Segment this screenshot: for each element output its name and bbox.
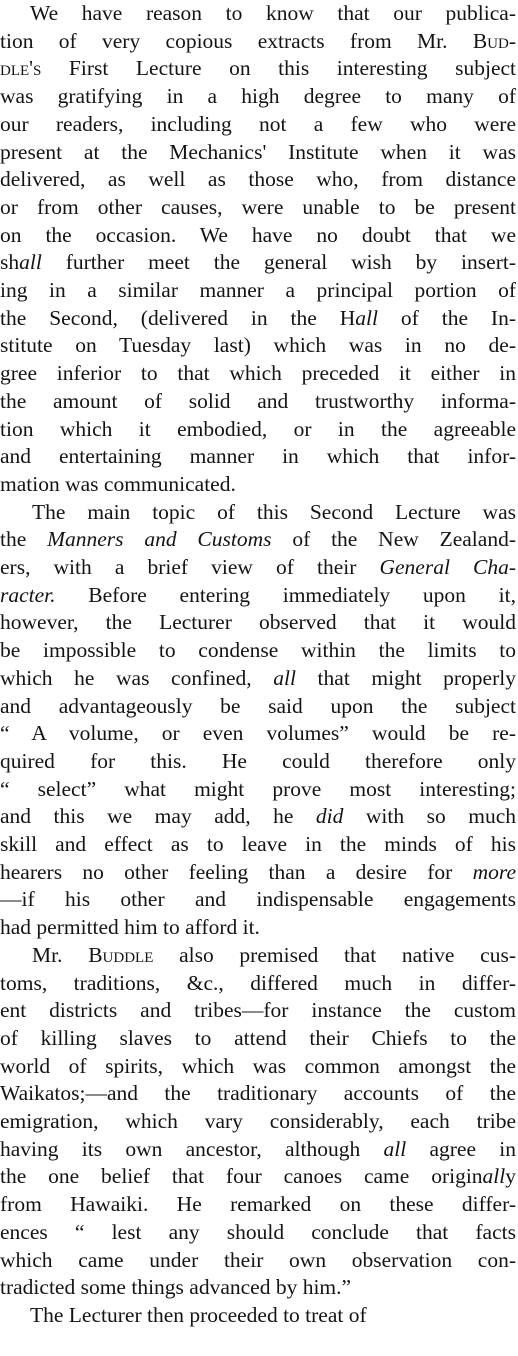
text-line: quired for this. He could therefore only	[0, 748, 516, 773]
text-line: racter. Before entering immediately upon it,	[0, 582, 516, 607]
text-line: and entertaining manner in which that infor-	[0, 444, 516, 469]
text-line: skill and effect as to leave in the minds of his	[0, 832, 516, 856]
text-line: tion of very copious extracts from Mr. Bud-	[0, 28, 516, 53]
text-line: ers, with a brief view of their General Cha-	[0, 555, 517, 579]
text-line: “ A volume, or even volumes” would be re-	[0, 721, 516, 746]
text-line: the amount of solid and trustworthy informa-	[0, 388, 516, 413]
text-line: emigration, which vary considerably, each tribe	[0, 1109, 516, 1133]
text-line: toms, traditions, &c., differed much in differ-	[0, 970, 516, 995]
text-line: —if his other and indispensable engagements	[0, 887, 516, 912]
text-line: stitute on Tuesday last) which was in no de-	[0, 333, 516, 358]
text-line: the Second, (delivered in the Hall of the In-	[0, 305, 516, 330]
text-line: or from other causes, were unable to be present	[0, 194, 516, 219]
text-line: ing in a similar manner a principal portion of	[0, 278, 516, 302]
text-line: Waikatos;—and the traditionary accounts of the	[0, 1081, 516, 1106]
text-line: from Hawaiki. He remarked on these differ-	[0, 1192, 516, 1217]
text-line: The Lecturer then proceeded to treat of	[30, 1302, 367, 1327]
text-line: delivered, as well as those who, from distance	[0, 167, 516, 192]
text-line: was gratifying in a high degree to many of	[0, 84, 516, 109]
text-line: and this we may add, he did with so much	[0, 804, 516, 829]
text-line: world of spirits, which was common amongst the	[0, 1053, 516, 1078]
text-line: present at the Mechanics' Institute when it was	[0, 139, 516, 164]
text-line: We have reason to know that our publica-	[30, 1, 516, 25]
text-line: of killing slaves to attend their Chiefs to the	[0, 1025, 516, 1050]
text-line: and advantageously be said upon the subject	[0, 693, 516, 718]
text-line: which came under their own observation con-	[0, 1247, 516, 1272]
text-line: “ select” what might prove most interesting;	[0, 776, 516, 801]
text-line: the one belief that four canoes came originally	[0, 1164, 516, 1189]
text-line: having its own ancestor, although all agree in	[0, 1136, 516, 1161]
text-line: on the occasion. We have no doubt that we	[0, 222, 516, 247]
text-line: ent districts and tribes—for instance the custom	[0, 998, 516, 1023]
text-line: our readers, including not a few who were	[0, 111, 516, 136]
text-line: ences “ lest any should conclude that facts	[0, 1219, 516, 1244]
text-line: hearers no other feeling than a desire for more	[0, 859, 516, 884]
text-line: however, the Lecturer observed that it would	[0, 610, 516, 635]
text-line: Mr. Buddle also premised that native cus-	[32, 942, 516, 967]
text-line: The main topic of this Second Lecture was	[32, 499, 516, 524]
text-line: shall further meet the general wish by insert-	[0, 250, 516, 275]
text-line: had permitted him to afford it.	[0, 915, 260, 940]
text-line: be impossible to condense within the limits to	[0, 638, 516, 663]
text-line: tion which it embodied, or in the agreeable	[0, 416, 516, 441]
text-line: tradicted some things advanced by him.”	[0, 1275, 352, 1300]
text-line: the Manners and Customs of the New Zealand-	[0, 527, 516, 552]
text-line: gree inferior to that which preceded it either in	[0, 361, 516, 386]
text-line: mation was communicated.	[0, 471, 236, 496]
text-line: dle's First Lecture on this interesting subject	[0, 56, 516, 81]
text-line: which he was confined, all that might properly	[0, 665, 516, 690]
